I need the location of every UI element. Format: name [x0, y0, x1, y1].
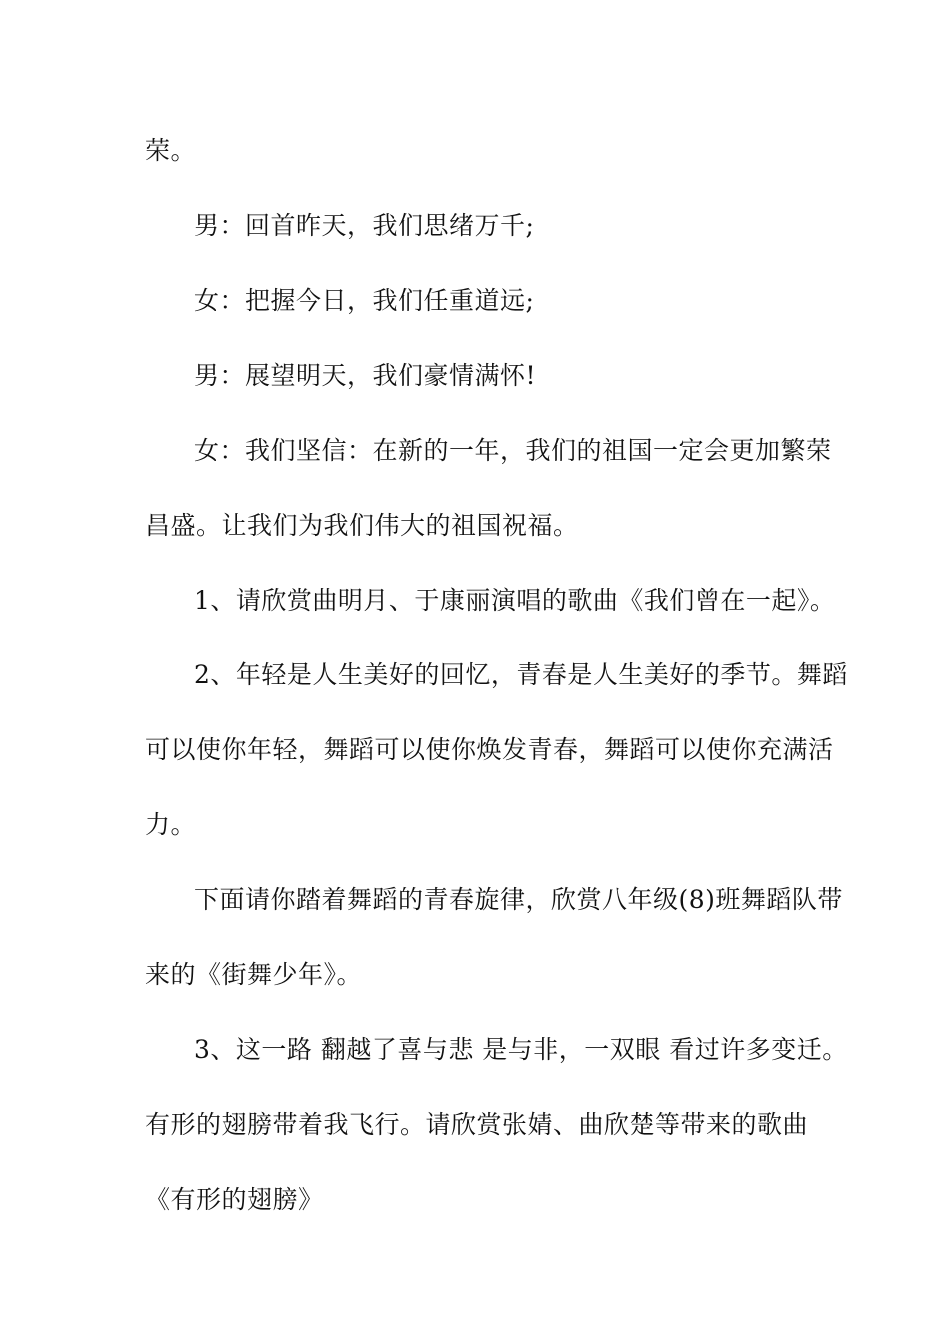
text-line: 1、请欣赏曲明月、于康丽演唱的歌曲《我们曾在一起》。	[194, 586, 836, 615]
text-line: 男：回首昨天，我们思绪万千;	[194, 211, 535, 240]
text-line: 女：把握今日，我们任重道远;	[194, 286, 535, 315]
text-line: 力。	[145, 810, 197, 839]
text-line: 男：展望明天，我们豪情满怀!	[194, 361, 537, 390]
text-line: 2、年轻是人生美好的回忆，青春是人生美好的季节。舞蹈	[194, 660, 848, 689]
text-line: 荣。	[145, 136, 197, 165]
text-line: 来的《街舞少年》。	[145, 960, 363, 989]
text-line: 3、这一路 翻越了喜与悲 是与非，一双眼 看过许多变迁。	[194, 1035, 848, 1064]
text-line: 昌盛。让我们为我们伟大的祖国祝福。	[145, 511, 579, 540]
text-line: 有形的翅膀带着我飞行。请欣赏张婧、曲欣楚等带来的歌曲	[145, 1110, 809, 1139]
text-line: 下面请你踏着舞蹈的青春旋律，欣赏八年级(8)班舞蹈队带	[194, 885, 843, 914]
text-line: 女：我们坚信：在新的一年，我们的祖国一定会更加繁荣	[194, 436, 832, 465]
text-line: 可以使你年轻，舞蹈可以使你焕发青春，舞蹈可以使你充满活	[145, 735, 834, 764]
text-line: 《有形的翅膀》	[145, 1185, 324, 1214]
